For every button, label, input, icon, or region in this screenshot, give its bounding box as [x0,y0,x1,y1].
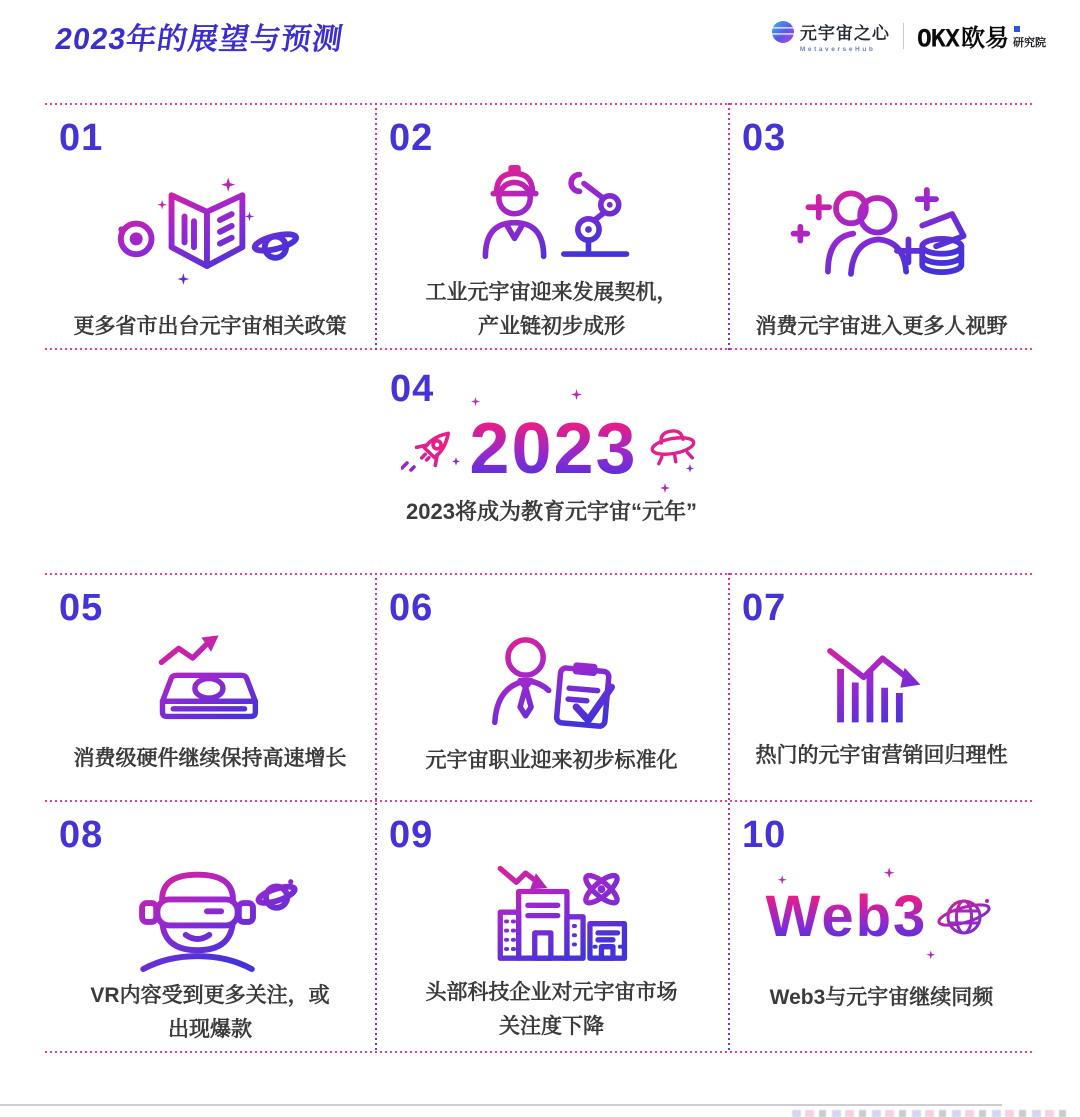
okx-mark: OKX [916,24,959,53]
okx-logo [917,18,1046,53]
rocket-icon [401,423,463,475]
item-number: 09 [389,814,434,856]
item-number: 06 [389,587,434,629]
prediction-card-06 [375,573,728,800]
prediction-card-07 [728,573,1035,800]
okx-chinese-name: 欧易 [961,25,1009,52]
item-number: 10 [742,814,787,856]
prediction-text: 2023将成为教育元宇宙“元年” [406,499,697,524]
footer-divider [0,1104,1002,1106]
prediction-text: 元宇宙职业迎来初步标准化 [425,749,678,772]
open-book-planets-icon [45,160,375,310]
item-number: 02 [389,117,434,159]
prediction-card-10 [728,800,1035,1053]
web3-headline-row [765,884,998,950]
prediction-text: Web3与元宇宙继续同频 [769,986,994,1010]
prediction-text: 消费元宇宙进入更多人视野 [755,314,1008,338]
prediction-text: 工业元宇宙迎来发展契机，产业链初步成形 [425,281,678,338]
logo-divider [903,23,904,49]
okx-research-label: 研究院 [1013,34,1046,53]
item-number: 04 [390,368,435,410]
metaversehub-name: 元宇宙之心 [799,23,890,43]
prediction-card-01 [45,103,375,381]
predictions-row-1 [45,103,1035,350]
sparkle-icon [884,867,895,878]
sparkle-icon [926,950,935,959]
item-number: 05 [59,587,104,629]
prediction-card-05 [45,573,375,800]
web3-globe-icon [728,857,1035,981]
2023-headline: 2023 [469,409,638,489]
people-plus-coins-icon [728,160,1035,310]
metaversehub-globe-icon [772,21,794,43]
prediction-card-04 [375,368,728,526]
prediction-card-02 [375,103,728,381]
brand-logos [772,18,1046,53]
prediction-card-03 [728,103,1035,381]
globe-icon [931,887,997,947]
predictions-rows-2-3 [45,573,1035,1053]
prediction-text: 消费级硬件继续保持高速增长 [73,747,347,770]
page-title: 2023年的展望与预测 [53,23,346,56]
buildings-decline-atom-icon [375,857,728,976]
footer-clipped-text [792,1110,1072,1117]
worker-robot-arm-icon [375,160,728,276]
2023-headline-row [375,409,728,489]
hardware-growth-arrow-icon [45,630,375,742]
prediction-card-09 [375,800,728,1053]
item-number: 01 [59,117,104,159]
prediction-card-08 [45,800,375,1053]
person-clipboard-check-icon [375,630,728,744]
vr-headset-face-icon [45,857,375,979]
prediction-text: 头部科技企业对元宇宙市场关注度下降 [425,981,678,1038]
web3-headline: Web3 [765,884,928,950]
metaversehub-subtitle: MetaverseHub [799,45,876,53]
metaversehub-logo [772,19,890,53]
ufo-icon [644,424,702,474]
sparkle-icon [778,875,787,884]
prediction-text: VR内容受到更多关注，或出现爆款 [90,984,330,1041]
item-number: 08 [59,814,104,856]
prediction-text: 更多省市出台元宇宙相关政策 [73,314,347,338]
item-number: 07 [742,587,787,629]
prediction-text: 热门的元宇宙营销回归理性 [755,744,1008,767]
declining-bars-arrow-icon [728,630,1035,739]
sparkle-icon [660,483,670,493]
item-number: 03 [742,117,787,159]
